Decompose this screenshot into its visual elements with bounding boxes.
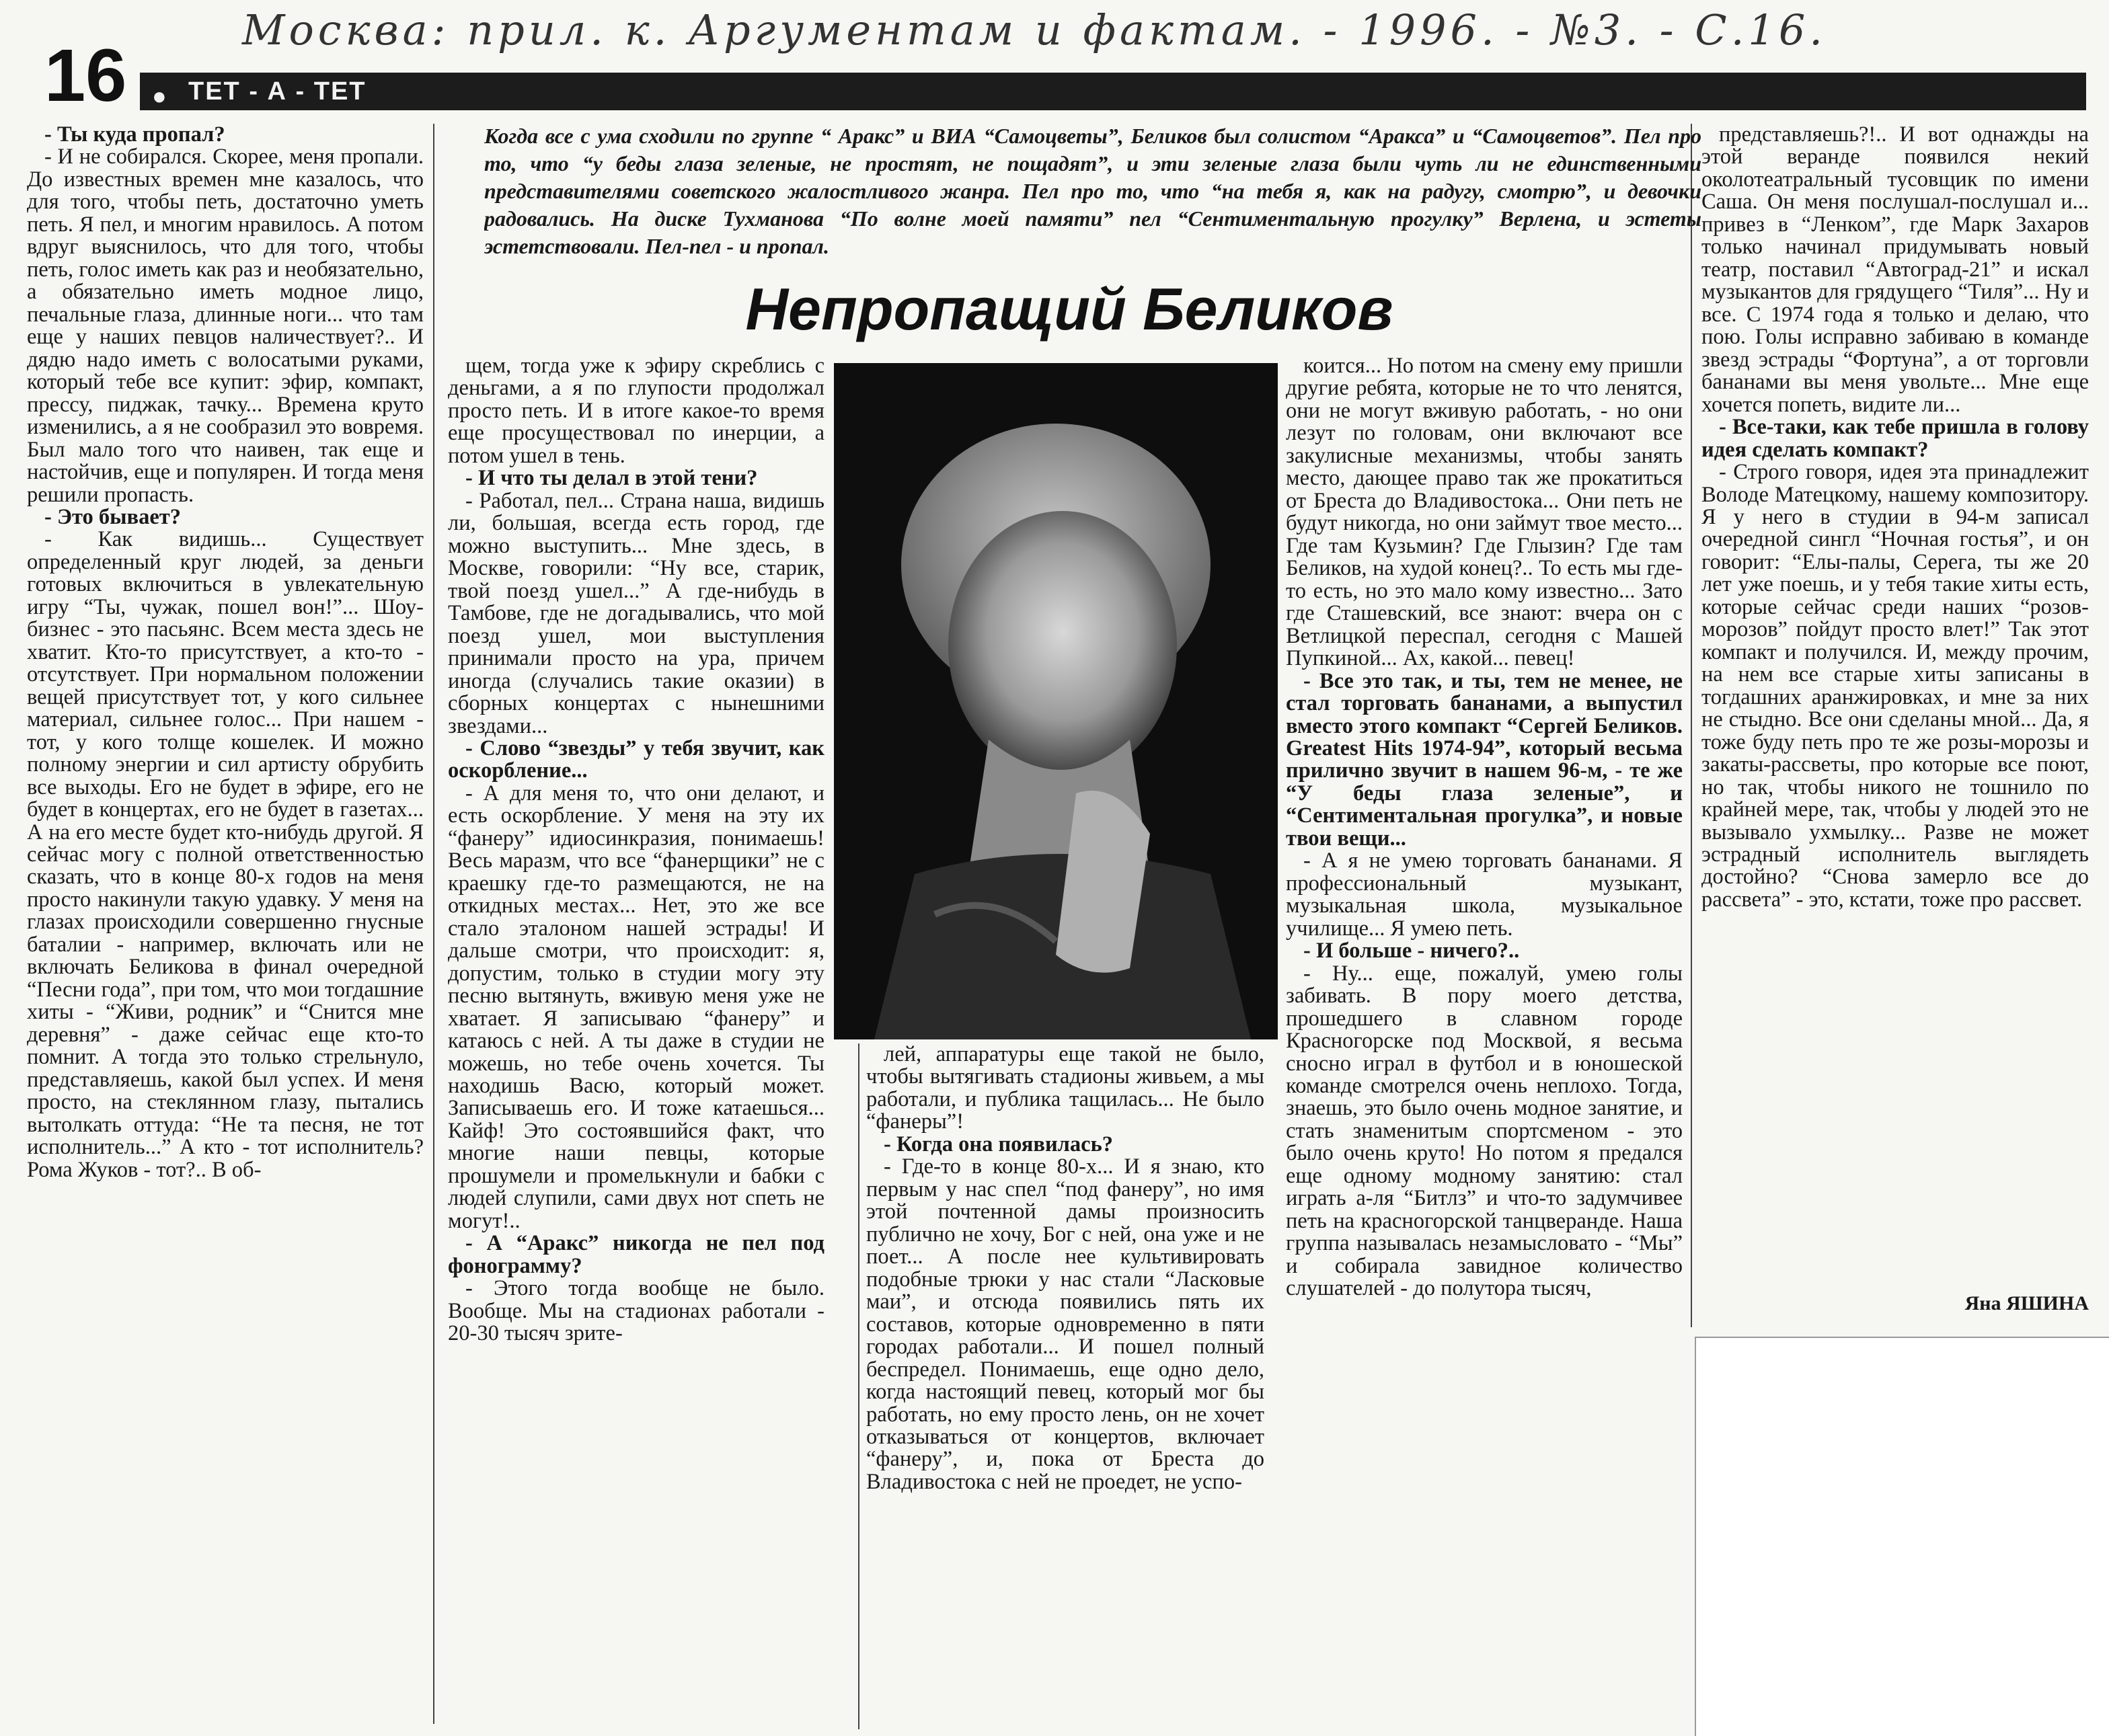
handwritten-citation-note: Москва: прил. к. Аргументам и фактам. - 1996. - №3. - С.16. — [242, 5, 1827, 54]
column-divider — [858, 1043, 859, 1729]
interview-answer: - Где-то в конце 80-х... И я знаю, кто первым у нас спел “под фанеру”, но имя этой почтенной дамы произносить публично не хочу, Бог с ней, она уже и не поет... А после нее культивировать подобные трюки у нас стали “Ласковые маи”, и отсюда появились пять их составов, которые одновременно в пяти городах работали... И пошел полный беспредел. Понимаешь, еще одно дело, когда настоящий певец, который мог бы работать, но ему просто лень, он не хочет отказываться от концертов, включает “фанеру”, и, пока от Бреста до Владивостока с ней не проедет, не успо- — [866, 1154, 1264, 1494]
bullet-icon: ● — [152, 82, 167, 110]
interview-answer: представляешь?!.. И вот однажды на этой веранде появился некий околотеатральный тусовщик по имени Саша. Он меня послушал-послушал и... привез в “Ленком”, где Марк Захаров только начинал придумывать новый театр, поставил “Автоград-21” и искал музыкантов для грядущего “Тиля”... Ну и все. С 1974 года я только и делаю, что пою. Голы исправно забиваю в команде звезд эстрады “Фортуна”, а от торговли бананами вы меня увольте... Мне еще хочется попеть, видите ли... — [1701, 124, 2089, 417]
interview-answer: - И не собирался. Скорее, меня пропали. До известных времен мне казалось, что для того, чтобы петь, достаточно уметь петь. Я пел, и многим нравилось. А потом вдруг выяснилось, что для того, чтобы петь, голос иметь как раз и необязательно, а обязательно иметь модное лицо, печальные глаза, длинные ноги... что там еще у наших певцов наличествует?.. И дядю надо иметь с волосатыми руками, который тебе все купит: эфир, компакт, прессу, пиджак, тачку... Времена круто изменились, а я не сообразил это вовремя. Был мало того что наивен, так еще и настойчив, еще и популярен. И тогда меня решили пропасть. — [27, 145, 424, 507]
interview-question: - И что ты делал в этой тени? — [465, 466, 758, 491]
article-column-1 — [27, 124, 424, 1731]
interview-question: - А “Аракс” никогда не пел под фонограмму? — [448, 1231, 825, 1278]
article-column-3 — [866, 1043, 1264, 1731]
interview-question: - И больше - ничего?.. — [1303, 939, 1520, 963]
interview-question: - Когда она появилась? — [884, 1132, 1114, 1156]
article-column-2 — [448, 355, 825, 1731]
article-column-4 — [1286, 355, 1683, 1731]
interview-question: - Это бывает? — [44, 504, 181, 529]
interview-answer: - Работал, пел... Страна наша, видишь ли, большая, всегда есть город, где можно выступить... Мне здесь, в Москве, говорили: “Ну все, старик, твой поезд ушел...” А где-нибудь в Тамбове, где не догадывались, что мой поезд ушел, мои выступления принимали просто на ура, причем иногда (случались такие оказии) в сборных концертах с нынешними звездами... — [448, 488, 825, 738]
interview-answer: коится... Но потом на смену ему пришли другие ребята, которые не то что ленятся, они не могут вживую работать, - но они лезут по головам, они включают все закулисные механизмы, чтобы занять место, дающее право так же прокатиться от Бреста до Владивостока... Они петь не будут никогда, но они займут твое место... Где там Кузьмин? Где Глызин? Где там Беликов, на худой конец?.. То есть мы где-то есть, но это мало кому известно... Зато где Сташевский, все знают: вчера он с Ветлицкой переспал, сегодня с Машей Пупкиной... Ах, какой... певец! — [1286, 355, 1683, 671]
interview-answer: - Как видишь... Существует определенный круг людей, за деньги готовых включиться в увлекательную игру “Ты, чужак, пошел вон!”... Шоу-бизнес - это пасьянс. Всем места здесь не хватит. Кто-то присутствует, а кто-то - отсутствует. При нормальном положении вещей присутствует тот, у кого сильнее материал, сильнее голос... При нашем - тот, у кого толще кошелек. И можно полному энергии и сил артисту обрубить все выходы. Его не будет в эфире, его не будет в концертах, его не будет в газетах... А на его месте будет кто-нибудь другой. Я сейчас могу с полной ответственностью сказать, что в конце 80-х годов на меня просто накинули такую удавку. У меня на глазах происходили совершенно гнусные баталии - например, включать или не включать Беликова в финал очередной “Песни года”, при том, что мои тогдашние хиты - “Живи, родник” и “Снится мне деревня” - даже сейчас еще кто-то помнит. А тогда это только стрельнуло, представляешь, какой был успех. И меня просто, на стеклянном глазу, пытались вытолкать оттуда: “Не та песня, не тот исполнитель...” А кто - тот исполнитель? Рома Жуков - тот?.. В об- — [27, 527, 424, 1182]
interview-answer: лей, аппаратуры еще такой не было, чтобы вытягивать стадионы живьем, а мы работали, и публика тащилась... Не было “фанеры”! — [866, 1043, 1264, 1134]
rubric-bar — [140, 73, 2086, 110]
interview-answer: - А для меня то, что они делают, и есть оскорбление. У меня на эту их “фанеру” идиосинкразия, понимаешь! Весь маразм, что все “фанерщики” не с краешку где-то размещаются, не на откидных местах... Нет, это же все стало эталоном нашей эстрады! И дальше смотри, что происходит: я, допустим, только в студии могу эту песню вытянуть, вживую меня уже не хватает. Я записываю “фанеру” и катаюсь с ней. А ты даже в студии не можешь, но тебе очень хочется. Ты находишь Васю, который может. Записываешь его. И тоже катаешься... Кайф! Это состоявшийся факт, что многие наши певцы, которые прошумели и промелькнули и бабки с людей слупили, сами двух нот спеть не могут!.. — [448, 781, 825, 1233]
interview-answer: - Строго говоря, идея эта принадлежит Володе Матецкому, нашему композитору. Я у него в студии в 94-м записал очередной сингл “Ночная гостья”, и он говорит: “Елы-палы, Серега, ты же 20 лет уже поешь, и у тебя такие хиты есть, которые сейчас среди наших “розов-морозов” пойдут просто влет!” Так этот компакт и получился. И, между прочим, на нем все старые хиты записаны в тогдашних аранжировках, и мне за них не стыдно. Все они сделаны мной... Да, я тоже буду петь про те же розы-морозы и закаты-рассветы, про которые все поют, но так, чтобы никого не тошнило по крайней мере, так, чтобы у людей это не вызывало ухмылку... Разве не может эстрадный исполнитель выглядеть достойно? “Снова замерло все до рассвета” - это, кстати, тоже про рассвет. — [1701, 460, 2089, 912]
interview-question: - Слово “звезды” у тебя звучит, как оскорбление... — [448, 736, 825, 783]
blank-area — [1695, 1337, 2109, 1736]
portrait-image — [834, 363, 1278, 1039]
column-divider — [1691, 124, 1692, 1327]
article-column-5 — [1701, 124, 2089, 1291]
interview-answer: - Ну... еще, пожалуй, умею голы забивать. В пору моего детства, прошедшего в славном городе Красногорске под Москвой, я весьма сносно играл в футбол и в юношеской команде смотрелся очень неплохо. Тогда, знаешь, это было очень модное занятие, и стать знаменитым спортсменом - это было очень круто! Но потом я предался еще одному модному занятию: стал играть а-ля “Битлз” и что-то задумчивее петь на красногорской танцверанде. Наша группа называлась незамысловато - “Мы” и собирала завидное количество слушателей - до полутора тысяч, — [1286, 961, 1683, 1301]
interview-question: - Все-таки, как тебе пришла в голову идея сделать компакт? — [1701, 415, 2089, 462]
column-divider — [433, 124, 434, 1724]
interview-question: - Ты куда пропал? — [44, 124, 225, 147]
article-intro: Когда все с ума сходили по группе “ Аракс” и ВИА “Самоцветы”, Беликов был солистом “Аракса” и “Самоцветов”. Пел про то, что “у беды глаза зеленые, не простят, не пощадят”, и эти зеленые глаза были чуть ли не единственными представителями советского жалостливого жанра. Пел про то, что “на тебя я, как на радугу, смотрю”, и девочки радовались. На диске Тухманова “По волне моей памяти” пел “Сентиментальную прогулку” Верлена, и эстеты эстетствовали. Пел-пел - и пропал. — [484, 124, 1701, 258]
article-headline: Непропащий Беликов — [745, 276, 1393, 342]
author-byline: Яна ЯШИНА — [1964, 1292, 2089, 1314]
interview-question: - Все это так, и ты, тем не менее, не стал торговать бананами, а выпустил вместо этого компакт “Сергей Беликов. Greatest Hits 1974-94”, который весьма прилично звучит в нашем 96-м, - те же “У беды глаза зеленые”, и “Сентиментальная прогулка”, и новые твои вещи... — [1286, 668, 1683, 851]
portrait-photo — [834, 363, 1278, 1039]
interview-answer: - А я не умею торговать бананами. Я профессиональный музыкант, музыкальная школа, музыкальное училище... Я умею петь. — [1286, 849, 1683, 941]
interview-answer: щем, тогда уже к эфиру скреблись с деньгами, а я по глупости продолжал просто петь. И в итоге какое-то время еще просуществовал по инерции, а потом ушел в тень. — [448, 355, 825, 468]
interview-answer: - Этого тогда вообще не было. Вообще. Мы на стадионах работали - 20-30 тысяч зрите- — [448, 1276, 825, 1346]
rubric-label: ТЕТ - А - ТЕТ — [188, 77, 367, 106]
page-number: 16 — [44, 34, 127, 117]
